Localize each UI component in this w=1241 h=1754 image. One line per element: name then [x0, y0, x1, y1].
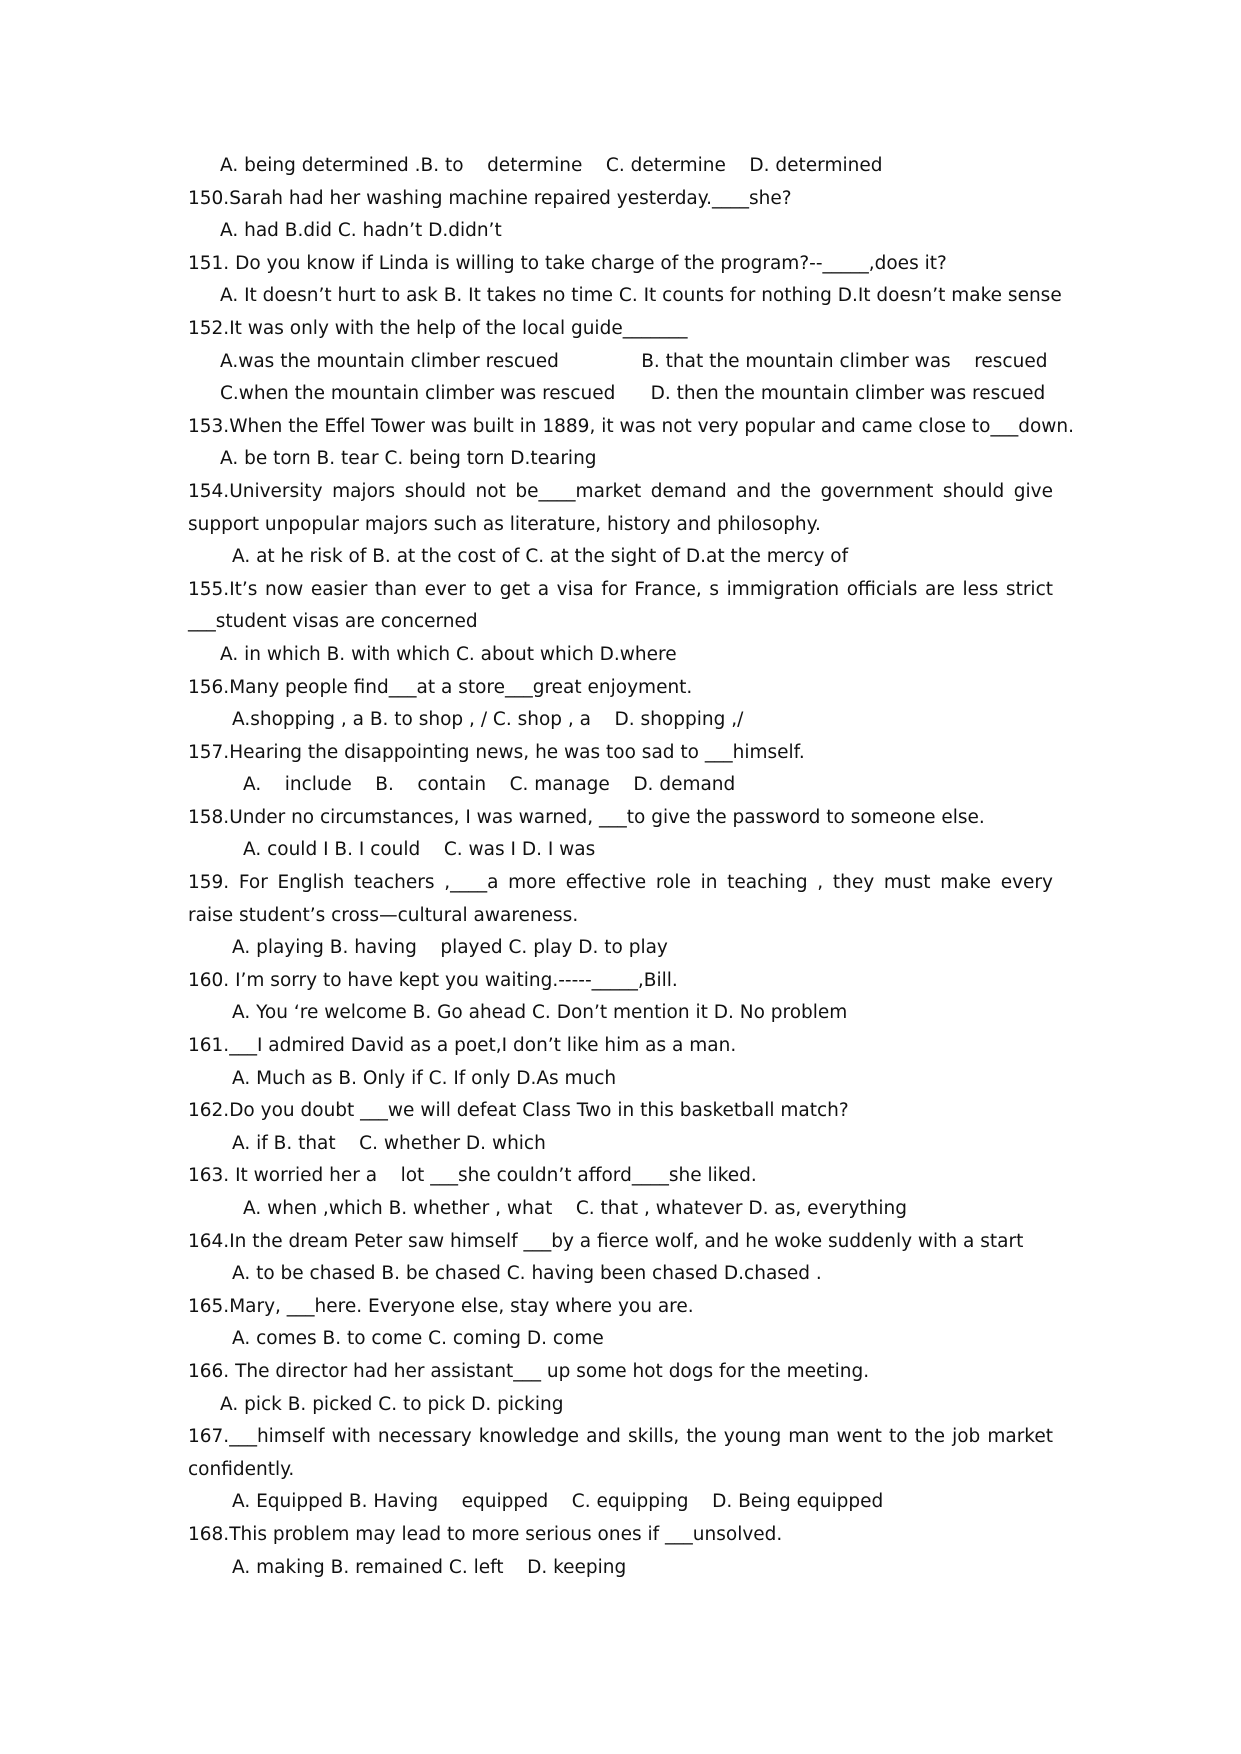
- question-text: 157.Hearing the disappointing news, he was too sad to ___himself.: [188, 741, 805, 763]
- answer-options: C.when the mountain climber was rescued D. then the mountain climber was rescued: [220, 383, 1046, 405]
- answer-options: A. comes B. to come C. coming D. come: [232, 1328, 604, 1350]
- answer-options: A. could I B. I could C. was I D. I was: [243, 839, 596, 861]
- question-text: 155.It’s now easier than ever to get a visa for France, s immigration officials are less strict: [188, 578, 1053, 600]
- question-text: 150.Sarah had her washing machine repaired yesterday.____she?: [188, 187, 792, 209]
- question-text: 167.___himself with necessary knowledge and skills, the young man went to the job market: [188, 1426, 1053, 1448]
- question-text: 168.This problem may lead to more serious ones if ___unsolved.: [188, 1523, 783, 1545]
- question-text: 160. I’m sorry to have kept you waiting.-----_____,Bill.: [188, 969, 678, 991]
- answer-options: A. had B.did C. hadn’t D.didn’t: [220, 220, 502, 242]
- question-text: raise student’s cross—cultural awareness.: [188, 904, 579, 926]
- question-text: 161.___I admired David as a poet,I don’t like him as a man.: [188, 1035, 737, 1057]
- question-text: support unpopular majors such as literature, history and philosophy.: [188, 513, 821, 535]
- question-text: 166. The director had her assistant___ up some hot dogs for the meeting.: [188, 1360, 870, 1382]
- answer-options: A. to be chased B. be chased C. having been chased D.chased .: [232, 1263, 822, 1285]
- question-text: ___student visas are concerned: [188, 611, 478, 633]
- answer-options: A. at he risk of B. at the cost of C. at the sight of D.at the mercy of: [232, 546, 849, 568]
- answer-options: A. Much as B. Only if C. If only D.As much: [232, 1067, 617, 1089]
- question-text: 164.In the dream Peter saw himself ___by a fierce wolf, and he woke suddenly with a start: [188, 1230, 1024, 1252]
- answer-options: A. pick B. picked C. to pick D. picking: [220, 1393, 564, 1415]
- answer-options: A. include B. contain C. manage D. demand: [243, 774, 736, 796]
- answer-options: A. You ‘re welcome B. Go ahead C. Don’t mention it D. No problem: [232, 1002, 848, 1024]
- question-text: 154.University majors should not be____market demand and the government should give: [188, 480, 1053, 502]
- question-text: 163. It worried her a lot ___she couldn’t afford____she liked.: [188, 1165, 757, 1187]
- answer-options: A. playing B. having played C. play D. to play: [232, 937, 668, 959]
- answer-options: A. be torn B. tear C. being torn D.tearing: [220, 448, 597, 470]
- question-text: 162.Do you doubt ___we will defeat Class Two in this basketball match?: [188, 1100, 849, 1122]
- question-text: 158.Under no circumstances, I was warned, ___to give the password to someone else.: [188, 806, 985, 828]
- answer-options: A. in which B. with which C. about which D.where: [220, 643, 677, 665]
- exam-page: [188, 150, 1075, 1584]
- question-text: confidently.: [188, 1458, 295, 1480]
- answer-options: A.was the mountain climber rescued B. that the mountain climber was rescued: [220, 350, 1048, 372]
- question-text: 152.It was only with the help of the local guide_______: [188, 317, 688, 339]
- answer-options: A. making B. remained C. left D. keeping: [232, 1556, 627, 1578]
- answer-options: A. if B. that C. whether D. which: [232, 1132, 546, 1154]
- question-text: 151. Do you know if Linda is willing to take charge of the program?--_____,does it?: [188, 252, 947, 274]
- answer-options: A. when ,which B. whether , what C. that , whatever D. as, everything: [243, 1198, 907, 1219]
- answer-options: A. Equipped B. Having equipped C. equipping D. Being equipped: [232, 1491, 884, 1513]
- question-text: 159. For English teachers ,____a more effective role in teaching , they must make every: [188, 872, 1053, 894]
- question-text: 165.Mary, ___here. Everyone else, stay where you are.: [188, 1295, 694, 1317]
- question-text: 153.When the Effel Tower was built in 1889, it was not very popular and came close to___down.: [188, 415, 1075, 437]
- answer-options: A. being determined .B. to determine C. determine D. determined: [220, 155, 883, 176]
- answer-options: A. It doesn’t hurt to ask B. It takes no time C. It counts for nothing D.It doesn’t make sense: [220, 285, 1062, 307]
- answer-options: A.shopping , a B. to shop , / C. shop , a D. shopping ,/: [232, 709, 744, 731]
- question-text: 156.Many people find___at a store___great enjoyment.: [188, 676, 693, 698]
